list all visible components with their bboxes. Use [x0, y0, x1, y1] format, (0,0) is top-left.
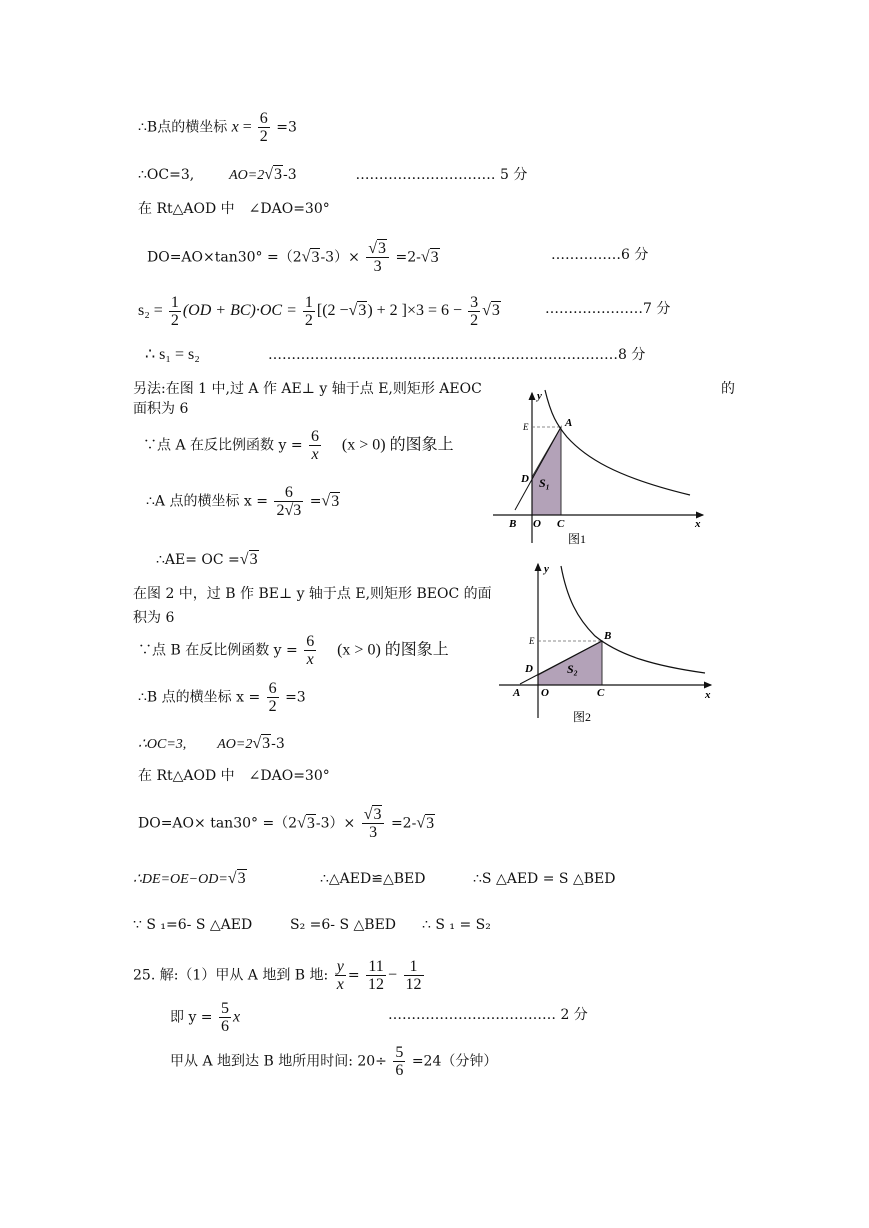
- label-b: B: [509, 518, 517, 530]
- line-alt-method: 另法:在图 1 中,过 A 作 AE⊥ y 轴于点 E,则矩形 AEOC: [133, 381, 482, 397]
- line-s1-s2-conclusion: ∴ S ₁ = S₂: [422, 917, 491, 933]
- score-7: …………………7 分: [545, 301, 671, 317]
- hyperbola-curve: [545, 390, 690, 495]
- line-q25: 25. 解:（1）甲从 A 地到 B 地: $\frac{y}{x}$ = $\frac{11}{12}$ − $\frac{1}{12}$: [133, 958, 422, 993]
- line-s2: s₂ = $\frac{1}{2}$ (OD + BC)·OC = $\frac{1}{2}$ [(2 −√3) + 2 ]×3 = 6 − $\frac{3}{2}$ √3: [138, 294, 500, 329]
- figure-1-caption: 图1: [568, 532, 587, 546]
- fraction: $\frac{√3}{3}$: [366, 240, 389, 275]
- score-6: ……………6 分: [551, 247, 649, 263]
- label-a: A: [513, 687, 521, 699]
- line-s2-formula: S₂ =6- S △BED: [290, 917, 397, 933]
- figure-1: [485, 385, 713, 550]
- label-x: x: [705, 689, 711, 701]
- score-5: ………………………… 5 分: [355, 167, 528, 183]
- label-d: D: [525, 663, 533, 675]
- line-oc: ∴OC=3, AO=2√3-3 ………………………… 5 分: [138, 166, 528, 183]
- label-o: O: [541, 687, 549, 699]
- line-s1-formula: ∵ S ₁=6- S △AED: [133, 917, 253, 933]
- label-c: C: [597, 687, 605, 699]
- line-time: 甲从 A 地到达 B 地所用时间: 20÷ $\frac{5}{6}$ =24（分钟）: [170, 1044, 498, 1079]
- label-a: A: [565, 417, 573, 429]
- label-y: y: [544, 563, 549, 575]
- line-s1-eq-s2: ∴ s₁ = s₂: [145, 346, 200, 363]
- line-area-equal: ∴S △AED = S △BED: [473, 871, 616, 887]
- line-oc-2: ∴OC=3, AO=2√3-3: [138, 735, 285, 752]
- line-congruent: ∴△AED≌△BED: [320, 871, 426, 887]
- line-area-6: 面积为 6: [133, 401, 189, 417]
- figure-2: [495, 558, 721, 728]
- line-b-abscissa-2: ∴B 点的横坐标 x = $\frac{6}{2}$ =3: [138, 680, 306, 715]
- label-x: x: [695, 518, 701, 530]
- line-point-b: ∵点 B 在反比例函数 y = $\frac{6}{x}$ (x > 0) 的图象上: [138, 633, 449, 668]
- fraction: $\frac{6}{2}$: [259, 110, 268, 145]
- label-o: O: [533, 518, 541, 530]
- line-do-2: DO=AO× tan30° =（2√3-3）× $\frac{√3}{3}$ =2-√3: [138, 806, 435, 841]
- label-b: B: [604, 630, 612, 642]
- score-2: ……………………………… 2 分: [388, 1007, 588, 1023]
- line-do: DO=AO×tan30° =（2√3-3）× $\frac{√3}{3}$ =2-√3: [147, 240, 439, 275]
- label-c: C: [557, 518, 565, 530]
- line-b-abscissa: ∴B点的横坐标 x = $\frac{6}{2}$ =3: [138, 110, 297, 145]
- score-8: …………………………………………………………………8 分: [268, 347, 646, 363]
- label-s2: S₂: [567, 662, 578, 676]
- label-d: D: [521, 473, 529, 485]
- line-de: ∴DE=OE−OD=√3: [133, 870, 246, 887]
- line-fig2-intro: 在图 2 中，过 B 作 BE⊥ y 轴于点 E,则矩形 BEOC 的面: [133, 586, 492, 602]
- line-fig2-area: 积为 6: [133, 610, 175, 626]
- label-e: E: [523, 422, 529, 432]
- line-rt-aod: 在 Rt△AOD 中 ∠DAO=30°: [138, 201, 330, 217]
- line-alt-tail: 的: [721, 381, 735, 397]
- line-a-abscissa: ∴A 点的横坐标 x = $\frac{6}{2√3}$ =√3: [146, 484, 340, 519]
- line-y-eq: 即 y = $\frac{5}{6}$ x: [170, 1000, 241, 1035]
- line-point-a: ∵点 A 在反比例函数 y = $\frac{6}{x}$ (x > 0) 的图象上: [143, 428, 454, 463]
- label-y: y: [537, 390, 542, 402]
- line-rt-aod-2: 在 Rt△AOD 中 ∠DAO=30°: [138, 768, 330, 784]
- line-ae-oc: ∴AE= OC =√3: [156, 551, 258, 568]
- label-s1: S₁: [539, 476, 550, 490]
- label-e: E: [529, 636, 535, 646]
- figure-2-caption: 图2: [573, 710, 592, 724]
